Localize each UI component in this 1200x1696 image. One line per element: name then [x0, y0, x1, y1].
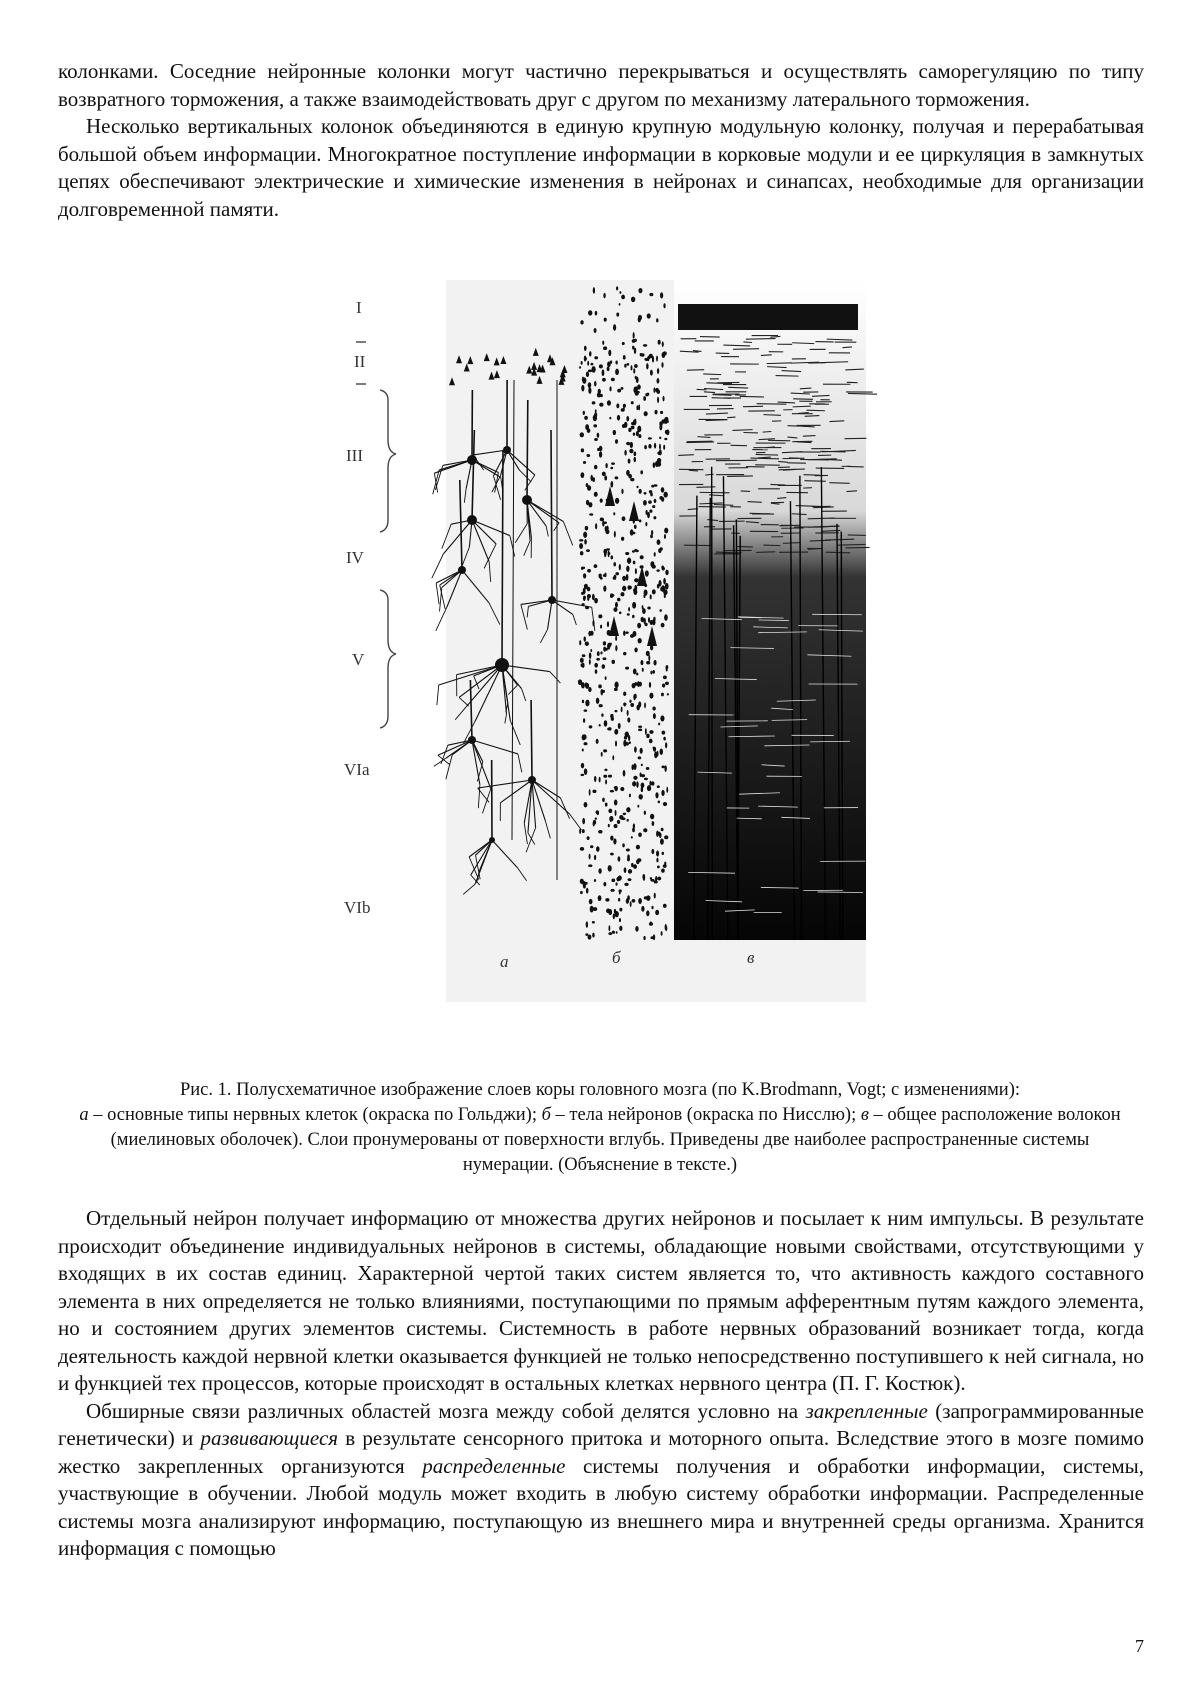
caption-b-letter: б [541, 1105, 551, 1125]
layer-label-5: V [352, 650, 365, 669]
cortex-illustration [352, 280, 882, 1040]
panel-label-b: б [612, 948, 621, 967]
caption-v-letter: в [860, 1105, 869, 1125]
paragraph-1: колонками. Соседние нейронные колонки могут частично перекрываться и осуществлять саморегуляцию по типу возвратного торможения, а также взаимодействовать друг с другом по механизму латерального торможения. [58, 59, 1144, 111]
layer-label-3: III [346, 446, 363, 465]
layer-label-7: VIb [344, 898, 371, 917]
panel-label-a: а [500, 952, 509, 971]
caption-a-letter: а [79, 1105, 89, 1125]
cortex-layers-figure [344, 280, 882, 1040]
caption-v-text: – общее расположение волокон (миелиновых оболочек). Слои пронумерованы от поверхности вглубь. Приведены две наиболее распространенные системы нумерации. (Объяснение в тексте.) [110, 1105, 1121, 1175]
panel-label-v: в [747, 948, 755, 967]
caption-a-text: – основные типы нервных клеток (окраска по Гольджи); [88, 1105, 542, 1125]
figure-caption [70, 1078, 1130, 1178]
emphasis-developing: развивающиеся [200, 1426, 339, 1450]
layer-label-6: VIa [344, 760, 370, 779]
paragraph-3: Отдельный нейрон получает информацию от множества других нейронов и посылает к ним импульсы. В результате происходит объединение индивидуальных нейронов в системы, обладающие новыми свойствами, отсутствующими у входящих в их состав единиц. Характерной чертой таких систем является то, что активность каждого составного элемента в них определяется не только влияниями, поступающими по прямым афферентным путям каждого элемента, но и состоянием других элементов системы. Системность в работе нервных образований возникает тогда, когда деятельность каждой нервной клетки оказывается функцией не только непосредственно поступившего к ней сигнала, но и функцией тех процессов, которые происходят в остальных клетках нервного центра (П. Г. Костюк). [58, 1206, 1144, 1395]
paragraph-2: Несколько вертикальных колонок объединяются в единую крупную модульную колонку, получая и перерабатывая большой объем информации. Многократное поступление информации в корковые модули и ее циркуляция в замкнутых цепях обеспечивают электрические и химические изменения в нейронах и синапсах, необходимые для организации долговременной памяти. [58, 114, 1144, 221]
bottom-text [58, 1205, 1144, 1563]
emphasis-distributed: распределенные [422, 1453, 566, 1478]
paragraph-4: Обширные связи различных областей мозга между собой делятся условно на закрепленные (запрограммированные генетически) и развивающиеся в результате сенсорного притока и моторного опыта. Вследствие этого в мозге помимо жестко закрепленных организуются распределенные системы получения и обработки информации, системы, участвующие в обучении. Любой модуль может входить в любую систему обработки информации. Распределенные системы мозга анализируют информацию, поступающую из внешнего мира и внутренней среды организма. Хранится информация с помощью [58, 1398, 1145, 1560]
page-number: 7 [1135, 1636, 1144, 1656]
layer-label-2: II [354, 352, 366, 371]
layer-label-4: IV [346, 548, 364, 567]
layer-label-1: I [356, 298, 362, 317]
caption-line-1: Рис. 1. Полусхематичное изображение слоев коры головного мозга (по K.Brodmann, Vogt; с изменениями): [179, 1080, 1021, 1100]
emphasis-fixed: закрепленные [805, 1398, 928, 1423]
top-text [58, 58, 1144, 223]
caption-b-text: – тела нейронов (окраска по Нисслю); [550, 1105, 861, 1125]
myelin-panel [674, 280, 877, 940]
